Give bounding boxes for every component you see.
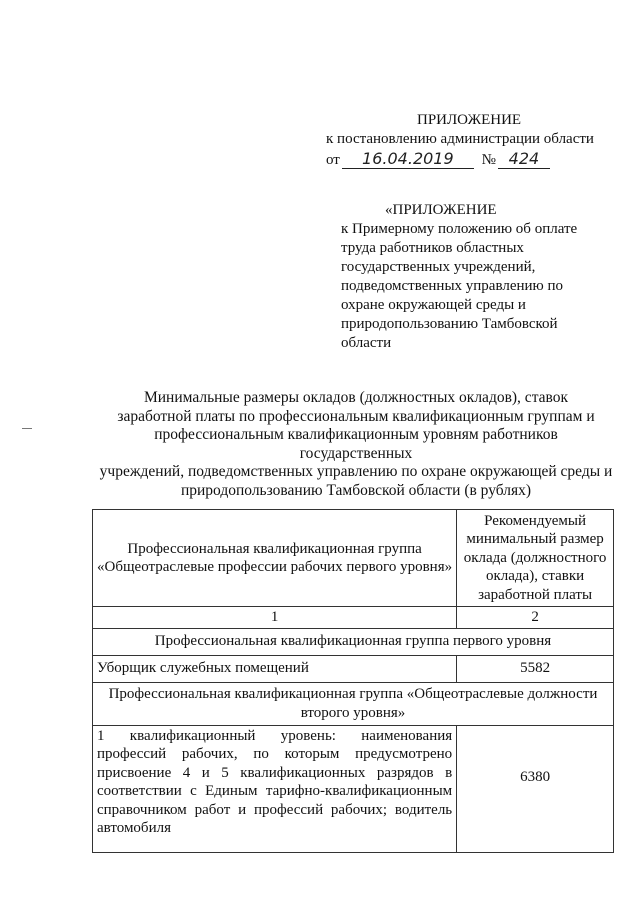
table-number-row <box>93 607 614 629</box>
heading-line: профессиональным квалификационным уровням работников государственных <box>154 426 558 462</box>
sub-appendix-line: области <box>341 335 392 351</box>
heading-line: учреждений, подведомственных управлению по охране окружающей среды и <box>99 463 613 480</box>
margin-mark <box>22 428 32 429</box>
from-label: от <box>326 152 340 168</box>
sub-appendix-line: к Примерному положению об оплате <box>341 221 578 237</box>
description-line: профессий рабочих, по которым предусмотрено <box>97 746 453 762</box>
handwritten-date: 16.04.2019 <box>342 149 474 169</box>
sub-appendix-line: природопользованию Тамбовской <box>341 316 558 332</box>
heading-line: заработной платы по профессиональным квалификационным группам и <box>117 407 595 425</box>
table-header-row <box>93 510 614 607</box>
number-label: № <box>481 152 496 168</box>
sub-appendix-line: государственных учреждений, <box>341 259 536 275</box>
group-first-level: Профессиональная квалификационная группа первого уровня <box>93 628 614 655</box>
group-second-level: Профессиональная квалификационная группа «Общеотраслевые должности второго уровня» <box>93 682 614 725</box>
header-group-name: Профессиональная квалификационная группа «Общеотраслевые профессии рабочих первого уровня» <box>93 510 457 607</box>
table-group-row <box>93 682 614 725</box>
sub-appendix-line: труда работников областных <box>341 240 524 256</box>
sub-appendix-text <box>341 220 611 353</box>
position-name: Уборщик служебных помещений <box>93 655 457 682</box>
table-row <box>93 655 614 682</box>
description-line: присвоение 4 и 5 квалификационных разрядов в <box>97 764 453 781</box>
table-group-row <box>93 628 614 655</box>
salary-value: 6380 <box>457 725 614 852</box>
description-line: автомобиля <box>97 820 171 836</box>
description-line: соответствии с Единым тарифно-квалификационным <box>97 783 453 799</box>
appendix-reference: к постановлению администрации области <box>326 131 594 147</box>
description-line: справочником работ и профессий рабочих; водитель <box>97 801 453 818</box>
header-min-salary: Рекомендуемый минимальный размер оклада (должностного оклада), ставки заработной платы <box>457 510 614 607</box>
heading-line: природопользованию Тамбовской области (в рублях) <box>180 481 532 499</box>
appendix-title: ПРИЛОЖЕНИЕ <box>417 112 522 128</box>
position-description <box>93 725 457 852</box>
sub-appendix-line: подведомственных управлению по <box>341 278 564 294</box>
salary-value: 5582 <box>457 655 614 682</box>
heading-line: Минимальные размеры окладов (должностных окладов), ставок <box>143 389 569 406</box>
document-heading <box>96 389 616 500</box>
sub-appendix-title: «ПРИЛОЖЕНИЕ <box>385 202 497 218</box>
sub-appendix-line: охране окружающей среды и <box>341 297 526 313</box>
appendix-date-line <box>326 149 550 170</box>
table-row <box>93 725 614 852</box>
handwritten-number: 424 <box>498 149 550 169</box>
salary-table <box>92 509 614 853</box>
column-number-2: 2 <box>457 607 614 629</box>
column-number-1: 1 <box>93 607 457 629</box>
description-line: 1 квалификационный уровень: наименования <box>97 727 453 744</box>
